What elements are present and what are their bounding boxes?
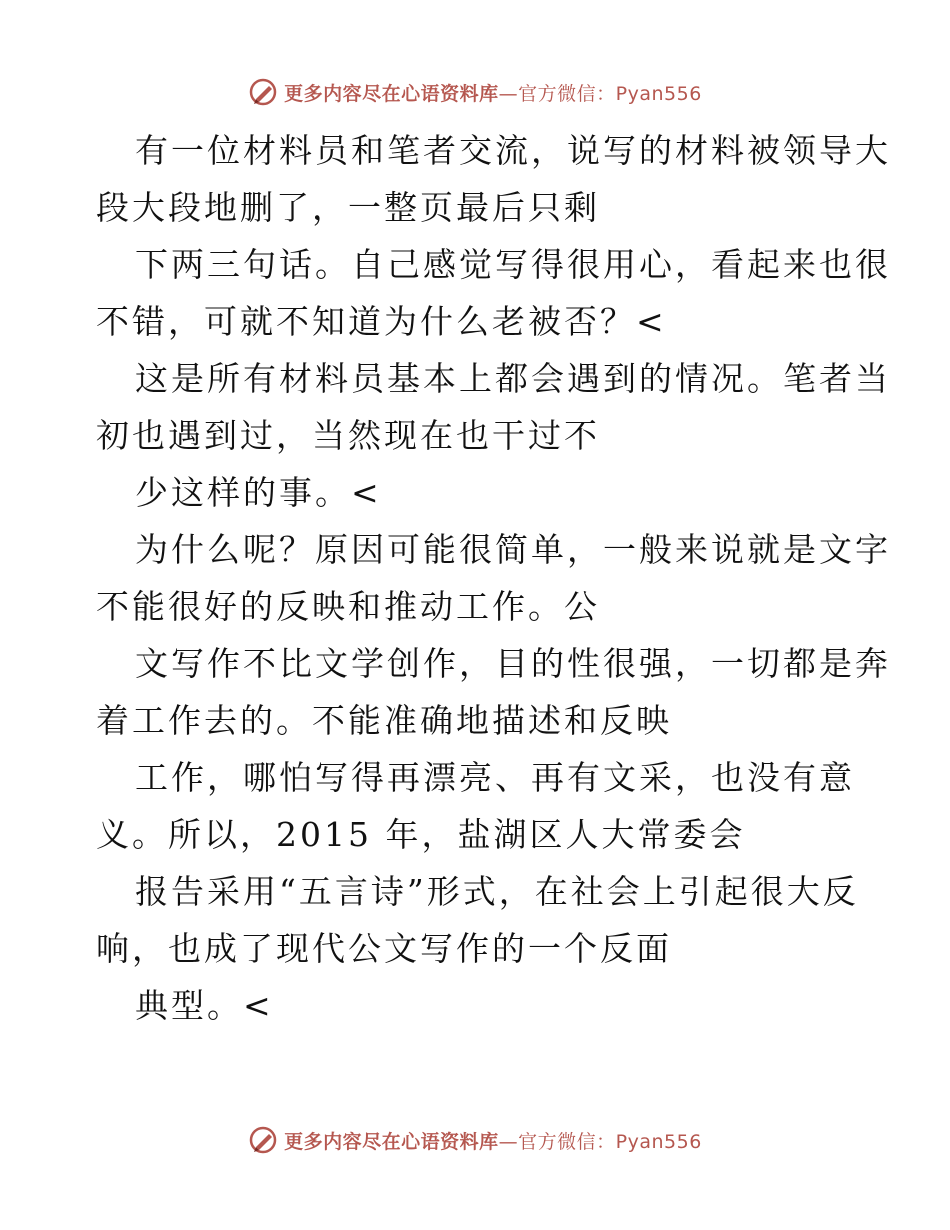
- text-line: 典型。<: [135, 986, 274, 1025]
- text-line: 义。所以，2015 年，盐湖区人大常委会: [96, 815, 746, 854]
- document-body: [96, 122, 891, 1034]
- text-line: 报告采用“五言诗”形式，在社会上引起很大反: [135, 872, 859, 911]
- banner-text: [284, 1127, 702, 1154]
- text-line: 为什么呢？原因可能很简单，一般来说就是文字: [135, 530, 891, 569]
- text-line: 初也遇到过，当然现在也干过不: [96, 416, 600, 455]
- banner-text: [284, 79, 702, 106]
- text-line: 段大段地删了，一整页最后只剩: [96, 188, 600, 227]
- text-line: 有一位材料员和笔者交流，说写的材料被领导大: [135, 131, 891, 170]
- text-line: 下两三句话。自己感觉写得很用心，看起来也很: [135, 245, 891, 284]
- banner-secondary: —官方微信：Pyan556: [498, 82, 702, 105]
- text-line: 着工作去的。不能准确地描述和反映: [96, 701, 672, 740]
- banner-primary: 更多内容尽在心语资料库: [284, 82, 499, 105]
- text-line: 响，也成了现代公文写作的一个反面: [96, 929, 672, 968]
- pen-logo-icon: [248, 77, 278, 107]
- text-line: 文写作不比文学创作，目的性很强，一切都是奔: [135, 644, 891, 683]
- header-banner: [0, 72, 950, 112]
- text-line: 不能很好的反映和推动工作。公: [96, 587, 600, 626]
- text-line: 这是所有材料员基本上都会遇到的情况。笔者当: [135, 359, 891, 398]
- text-line: 工作，哪怕写得再漂亮、再有文采，也没有意: [135, 758, 855, 797]
- pen-logo-icon: [248, 1125, 278, 1155]
- text-line: 不错，可就不知道为什么老被否？<: [96, 302, 667, 341]
- text-line: 少这样的事。<: [135, 473, 382, 512]
- banner-primary: 更多内容尽在心语资料库: [284, 1130, 499, 1153]
- banner-secondary: —官方微信：Pyan556: [498, 1130, 702, 1153]
- footer-banner: [0, 1120, 950, 1160]
